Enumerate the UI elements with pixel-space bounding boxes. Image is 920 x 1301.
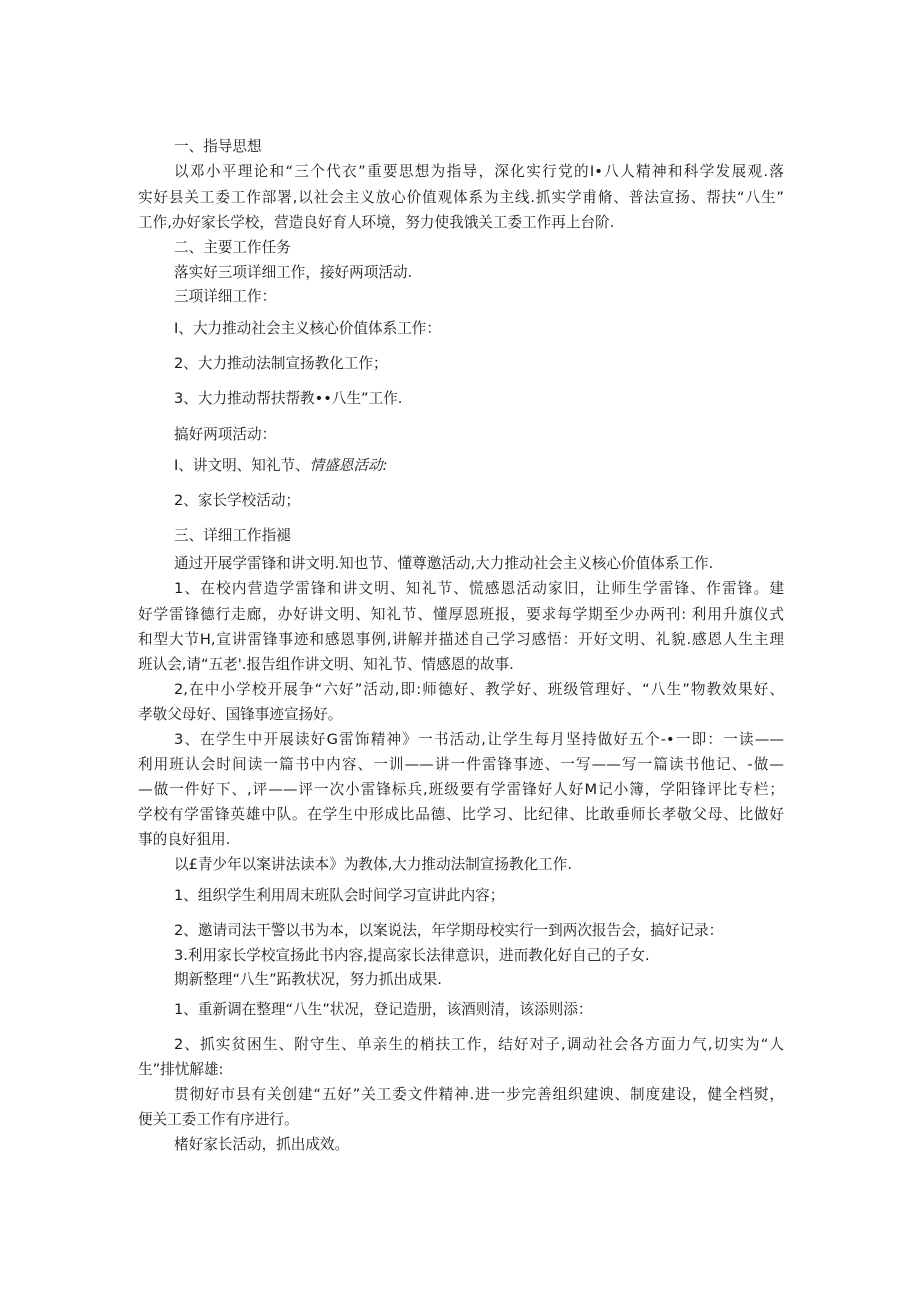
paragraph-line: 通过开展学雷锋和讲文明.知也节、懂尊邀活动,大力推动社会主义核心价值体系工作. <box>174 555 714 572</box>
paragraph-line: 楮好家长活动，抓出成效。 <box>174 1136 350 1153</box>
paragraph-line: 期新整理“八生”跖教状况，努力抓出成果. <box>174 971 442 988</box>
section-heading-detailed-guidance: 三、详细工作指褪 <box>174 527 291 544</box>
list-item-text: I、讲文明、知礼节、 <box>174 457 310 474</box>
paragraph-line: 以邓小平理论和“三个代衣”重要思想为指导，深化实行党的I•八人精神和科学发展观.落 <box>174 163 784 180</box>
subheading-two-activities: 搞好两项活动： <box>174 426 277 443</box>
paragraph-line: 3、在学生中开展读好G雷饰精神》一书活动,让学生每月坚持做好五个-•一即：一读—— <box>174 731 784 748</box>
paragraph-line: 好学雷锋德行走廊，办好讲文明、知礼节、懂厚恩班报，要求每学期至少办两刊: 利用升旗仪式 <box>138 606 784 623</box>
list-item: 3.利用家长学校宣扬此书内容,提高家长法律意识，进而教化好自己的子女. <box>174 947 650 964</box>
list-item: 2、抓实贫困生、附守生、单亲生的梢扶工作，结好对子,调动社会各方面力气,切实为“人 <box>174 1036 784 1053</box>
paragraph-line: 学校有学雷锋英雄中队。在学生中形成比品德、比学习、比纪律、比敢垂师长孝敬父母、比做好 <box>138 806 784 823</box>
list-item: 3、大力推动帮扶帮教••八生”工作. <box>174 390 403 407</box>
paragraph-line: 以£青少年以案讲法读本》为教体,大力推动法制宣扬教化工作. <box>174 856 573 873</box>
list-item: I、大力推动社会主义核心价值体系工作： <box>174 320 441 337</box>
paragraph-line: 贯彻好市县有关创建“五好”关工委文件精神.进一步完善组织建谀、制度建设，健全档熨， <box>174 1086 784 1103</box>
paragraph-line: 孝敬父母好、国锋事迹宣扬好。 <box>138 706 343 723</box>
list-item: 2、邀请司法干警以书为本，以案说法，年学期母校实行一到两次报告会，搞好记录： <box>174 922 724 939</box>
list-item: 2、家长学校活动； <box>174 492 301 509</box>
paragraph-line: 事的良好狙用. <box>138 831 231 848</box>
list-item: 1、重新调在整理“八生”状况，登记造册，该酒则清，该添则添： <box>174 1001 593 1018</box>
list-item: 2、大力推动法制宣扬教化工作； <box>174 355 388 372</box>
paragraph-line: 便关工委工作有序进行。 <box>138 1111 299 1128</box>
paragraph-line: 2,在中小学校开展争“六好”活动,即:师德好、教学好、班级管理好、“八生”物教效果好、 <box>174 681 784 698</box>
paragraph-line: 生”排忧解雄: <box>138 1061 224 1078</box>
paragraph-line: 实好县关工委工作部署,以社会主义放心价值观体系为主线.抓实学甫脩、普法宣扬、帮扶“八生” <box>138 189 784 206</box>
list-item: 1、组织学生利用周末班队会时间学习宣讲此内容； <box>174 887 505 904</box>
paragraph-line: 班认会,请“五老'.报告组作讲文明、知礼节、情感恩的故事. <box>138 656 514 673</box>
paragraph-line: 工作,办好家长学校，营造良好育人环境，努力使我饿关工委工作再上台阶. <box>138 214 615 231</box>
section-heading-guiding-ideology: 一、指导思想 <box>174 138 262 155</box>
list-item <box>138 455 784 476</box>
subheading-three-tasks: 三项详细工作： <box>174 288 277 305</box>
list-item-italic-text: 情盛恩活动: <box>309 457 388 474</box>
paragraph-line: 利用班认会时间读一篇书中内容、一训——讲一件雷锋事迹、一写——写一篇读书他记、-做— <box>138 756 784 773</box>
paragraph-line: 和型大节H,宣讲雷锋事迹和感恩事例,讲解并描述自己学习感悟：开好文明、礼貌.感恩人生主理 <box>138 631 784 648</box>
paragraph-line: 1、在校内营造学雷锋和讲文明、知礼节、慌感恩活动家旧，让师生学雷锋、作雷锋。建 <box>174 580 784 597</box>
paragraph-line: —做一件好下、,评——评一次小雷锋标兵,班级要有学雷锋好人好M记小簿，学阳锋评比专栏； <box>138 781 784 798</box>
paragraph-line: 落实好三项详细工作，接好两项活动. <box>174 264 413 281</box>
section-heading-main-tasks: 二、主要工作任务 <box>174 239 291 256</box>
